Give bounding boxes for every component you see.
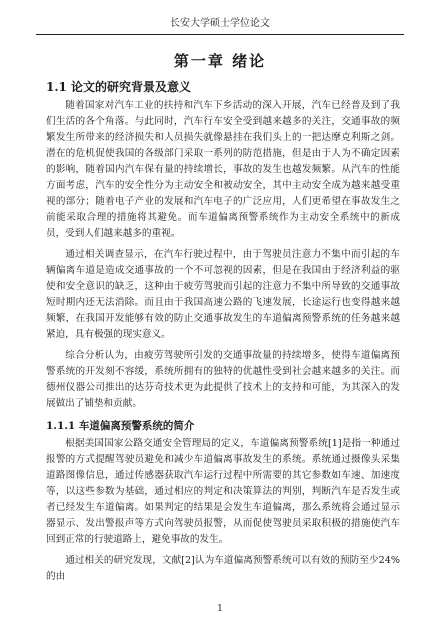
page-number: 1 [217, 604, 223, 614]
body-paragraph-2: 通过相关调查显示，在汽车行驶过程中，由于驾驶员注意力不集中而引起的车辆偏离车道是造成交通事故的一个不可忽视的因素，但是在我国由于经济利益的驱使和安全意识的缺乏，这种由于疲劳驾驶而引起的注意力不集中所导致的交通事故短时期内还无法消除。而且由于我国高速公路的飞速发展，长途运行也变得越来越频繁，在我国开发能够有效的防止交通事故发生的车道偏离预警系统的任务越来越紧迫，具有极强的现实意义。 [46, 249, 400, 340]
subsection-heading: 1.1.1 车道偏离预警系统的简介 [46, 420, 195, 432]
page-header: 长安大学硕士学位论文 [36, 14, 404, 35]
section-heading: 1.1 论文的研究背景及意义 [46, 80, 192, 94]
body-paragraph-1: 随着国家对汽车工业的扶持和汽车下乡活动的深入开展，汽车已经普及到了我们生活的各个角落。与此同时，汽车行车安全受到越来越多的关注，交通事故的频繁发生所带来的经济损失和人员损失就像悬挂在我们头上的一把达摩克利斯之剑。潜在的危机促使我国的各级部门采取一系列的防范措施，但是由于人为不确定因素的影响，随着国内汽车保有量的持续增长，事故的发生也越发频繁。从汽车的性能方面考虑，汽车的安全性分为主动安全和被动安全，其中主动安全成为越来越受重视的部分；随着电子产业的发展和汽车电子的广泛应用，人们更希望在事故发生之前能采取合理的措施将其避免。而车道偏离预警系统作为主动安全系统中的新成员，受到人们越来越多的重视。 [46, 100, 400, 239]
body-paragraph-4: 根据美国国家公路交通安全管理局的定义，车道偏离预警系统[1]是指一种通过报警的方式提醒驾驶员避免和减少车道偏离事故发生的系统。系统通过摄像头采集道路图像信息，通过传感器获取汽车运行过程中所需要的其它参数如车速、加速度等，以这些参数为基础，通过相应的判定和决策算法的判别，判断汽车是否发生或者已经发生车道偏离。如果判定的结果是会发生车道偏离，那么系统将会通过显示器显示、发出警报声等方式向驾驶员报警，从而促使驾驶员采取积极的措施使汽车回到正常的行驶道路上，避免事故的发生。 [46, 438, 400, 545]
body-paragraph-5: 通过相关的研究发现，文献[2]认为车道偏离预警系统可以有效的预防至少24%的由 [46, 555, 400, 582]
body-paragraph-3: 综合分析认为，由疲劳驾驶所引发的交通事故量的持续增多，使得车道偏离预警系统的开发刻不容缓，系统所拥有的独特的优越性受到社会越来越多的关注。而德州仪器公司推出的达芬奇技术更为此提供了技术上的支持和可能，为其深入的发展做出了铺垫和贡献。 [46, 350, 400, 409]
chapter-title: 第一章 绪论 [173, 52, 267, 70]
page-content [46, 78, 400, 594]
